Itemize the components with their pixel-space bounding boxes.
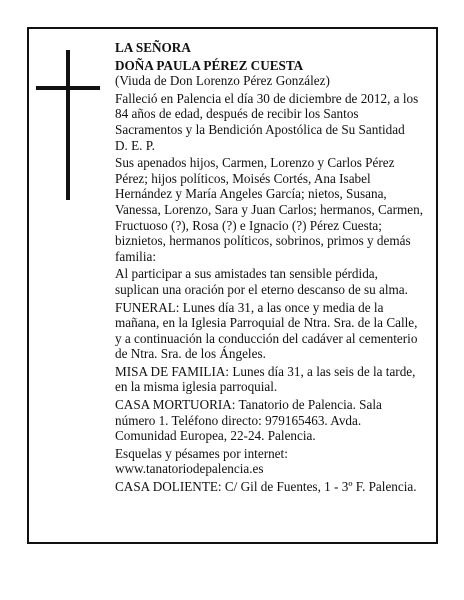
cross-vertical-bar bbox=[66, 50, 70, 200]
latin-cross-icon bbox=[36, 50, 100, 200]
family-paragraph: Sus apenados hijos, Carmen, Lorenzo y Carlos Pérez Pérez; hijos políticos, Moisés Cortés, Ana Isabel Hernández y María Angeles García; nietos, Susana, Vanessa, Lorenzo, Sara y Juan Carlos; hermanos, Carmen, Fructuoso (?), Rosa (?) e Ignacio (?) Pérez Cuesta; biznietos, hermanos políticos, sobrinos, primos y demás familia: bbox=[115, 155, 423, 264]
widow-of: (Viuda de Don Lorenzo Pérez González) bbox=[115, 73, 330, 89]
family-mass-paragraph: MISA DE FAMILIA: Lunes día 31, a las seis de la tarde, en la misma iglesia parroquial. bbox=[115, 363, 416, 395]
funeral-paragraph: FUNERAL: Lunes día 31, a las once y media de la mañana, en la Iglesia Parroquial de Ntra. Sra. de la Calle, y a continuación la conducción del cadáver al cementerio de Ntra. Sra. de los Ángeles. bbox=[115, 299, 418, 362]
request-paragraph: Al participar a sus amistades tan sensible pérdida, suplican una oración por el eterno descanso de su alma. bbox=[115, 266, 408, 297]
internet-paragraph: Esquelas y pésames por internet: www.tanatoriodepalencia.es bbox=[115, 445, 288, 477]
funeral-home-paragraph: CASA MORTUORIA: Tanatorio de Palencia. Sala número 1. Teléfono directo: 979165463. Avda. Comunidad Europea, 22-24. Palencia. bbox=[115, 397, 382, 444]
deceased-name: DOÑA PAULA PÉREZ CUESTA bbox=[115, 57, 304, 73]
obituary-text bbox=[115, 40, 425, 497]
title-line-1: LA SEÑORA bbox=[115, 40, 191, 55]
cross-horizontal-bar bbox=[36, 86, 100, 90]
mourning-house-paragraph: CASA DOLIENTE: C/ Gil de Fuentes, 1 - 3º F. Palencia. bbox=[115, 479, 417, 495]
rip-text: D. E. P. bbox=[115, 137, 155, 153]
death-paragraph: Falleció en Palencia el día 30 de diciembre de 2012, a los 84 años de edad, después de recibir los Santos Sacramentos y la Bendición Apostólica de Su Santidad bbox=[115, 90, 419, 137]
